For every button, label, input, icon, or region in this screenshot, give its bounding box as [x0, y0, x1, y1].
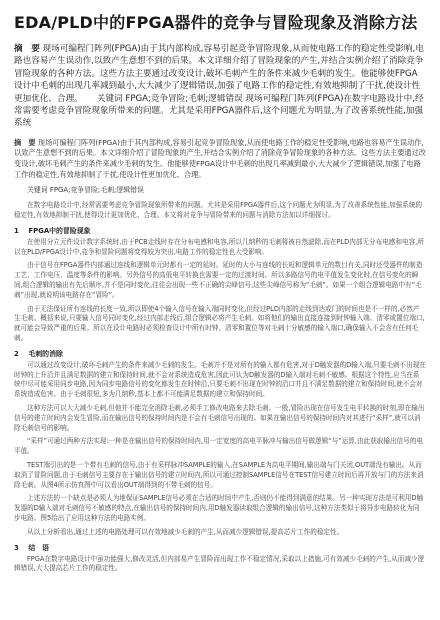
intro-paragraph: 在数字电路设计中,经常需要考虑竞争冒险现象所带来的问题。尤其是采用FPGA器件后,这个问题尤为明显,为了改善系统性能,加强系统的稳定性,有效地抑制干扰,使得设计更加优化、合理。本文将对竞争与冒险带来的问题与消除方法加以详细探讨。: [14, 201, 423, 220]
abstract-small: [14, 138, 426, 180]
page-title: EDA/PLD中的FPGA器件的竞争与冒险现象及消除方法: [14, 13, 418, 32]
keywords-line: [27, 185, 426, 195]
section-1-heading: [14, 225, 426, 235]
section-1-number: 1: [14, 226, 19, 235]
abstract-large-tail: 现场可编程门阵列(FPGA)在数字电路设计中,经常需要考虑竞争冒险现象所带来的问题。尤其是采用FPGA器件后,这个问题尤为明显,为了改善系统性能,加强系统: [14, 93, 424, 129]
abstract-large: [14, 43, 426, 130]
section-2-paragraph: 从以上分析看出,通过上述的电路处理可以有效地减少毛刺的产生,从而减少逻辑错误,提高芯片工作的稳定性。: [27, 527, 344, 536]
abstract-large-label: 摘 要: [14, 44, 40, 54]
keywords-label: 关键词: [27, 186, 48, 195]
section-2-paragraph: TEST端引出的是一个带有毛刺的信号,由于有采样脉冲SAMPLE的输入,在SAMPLE为高电平期间,输出端与门关闭,OUT端没有输出。从而取消了冒险问题,由于毛刺信号主要存在于输出信号的建立时间内,所以可通过控制SAMPLE信号在TEST信号建立时间后再开放与门的方法来消除毛刺。从图4所示仿真图中可以看出OUT端得到的不带毛刺的信号。: [14, 460, 424, 489]
section-2-number: 2: [14, 349, 19, 358]
section-2-paragraph: “采样”可通过两种方法实现:一种是在输出信号的保持时间内,用一定宽度的高电平脉冲与输出信号做逻辑“与”运算,由此获取输出信号的电平值。: [14, 437, 423, 456]
section-2-paragraph: 上述方法的一个缺点是必须人为地保证SAMPLE信号必须在合适的时间中产生,否则仍不能得到满意的结果。另一种实现方法是可利用D触发器的D输入端对毛刺信号不敏感的特点,在输出信号的保持时间内,用D触发器读取组合逻辑的输出信号,这种方法类似于将异步电路转化为同步电路。图5给出了应用这种方法的电路实例。: [14, 494, 424, 522]
abstract-small-text: 现场可编程门阵列(FPGA)由于其内部构成,容易引起竞争冒险现象,从而使电路工作的稳定性受影响,电路也容易产生误动作,以致产生意想不到的后果。本文详细介绍了冒险现象的产生,并结合实例介绍了消除竞争冒险现象的各种方法。这些方法主要通过改变设计,破坏毛刺产生的条件来减少毛刺的发生。他能够使FPGA设计中毛刺的出现几率减到最小,大大减少了逻辑错误,加强了电路工作的稳定性,有效地抑制了干扰,使设计性更加优化、合理。: [14, 137, 426, 179]
section-1-paragraph: 由于信号在FPGA器件内部通过连线和逻辑单元时都有一定的延时。延时的大小与连线的长短和逻辑单元的数目有关,同时还受器件的制造工艺、工作电压、温度等条件的影响。另外信号的高低电平转换也需要一定的过渡时间。所以多路信号的电平值发生变化时,在信号变化的瞬间,组合逻辑的输出有先后顺序,并不是同时变化,往往会出现一些不正确的尖峰信号,这些尖峰信号称为“毛刺”。如果一个组合逻辑电路中有“毛刺”出现,就说明该电路存在“冒险”。: [14, 261, 423, 299]
section-2-heading: [14, 348, 426, 358]
abstract-large-text: 现场可编程门阵列(FPGA)由于其内部构成,容易引起竞争冒险现象,从而使电路工作的稳定性受影响,电路也容易产生误动作,以致产生意想不到的后果。本文详细介绍了冒险现象的产生,并结合实例介绍了消除竞争冒险现象的各种方法。这些方法主要通过改变设计,破坏毛刺产生的条件来减少毛刺的发生。他能够使FPGA设计中毛刺的出现几率减到最小,大大减少了逻辑错误,加强了电路工作的稳定性,有效地抑制了干扰,使设计性更加优化、合理。: [14, 44, 424, 104]
section-1-paragraph: 由于无法保证所有连线的长度一致,所以即使4个输入信号在输入端同时变化,但经过PLD内部的走线到达或门的时间也是不一样的,必然产生毛刺。概括来说,只要输入信号同时变化,经过内部走线后,组合逻辑必将产生毛刺。如将他们的输出直接连接到时钟输入端、清零或置位端口,就可能会导致严重的后果。所以在设计电路时必须检查设计中所有时钟、清零和置位等对毛刺十分敏感的输入端口,确保输入不会含有任何毛刺。: [14, 304, 425, 342]
section-1-paragraph: 在使用分立元件设计数字系统时,由于PCB走线时存在分布电感和电容,所以几纳秒的毛刺将被自然滤除,而在PLD内部无分布电感和电容,所以在PLD/FPGA设计中,竞争和冒险问题将变得较为突出,电路工作的稳定性也大受影响。: [14, 237, 424, 256]
section-2-title: 毛刺的消除: [28, 349, 63, 358]
abstract-large-kw: FPGA;竞争冒险;毛刺;逻辑错误: [125, 93, 243, 104]
section-2-paragraph: 这种方法可以大大减少毛刺,但他并不能完全消除毛刺,必须手工修改电路来去除毛刺。一般,冒险出现在信号发生电平转换的时刻,即在输出信号的建立时间内会发生冒险,而在输出信号的保持时间内是不会有毛刺信号出现的。如果在输出信号的保持时间内对其进行“采样”,就可以消除毛刺信号的影响。: [14, 403, 425, 432]
keywords-text: FPGA;竞争冒险;毛刺;逻辑错误: [49, 186, 144, 195]
section-2-paragraph: 可以通过改变设计,破坏毛刺产生的条件来减少毛刺的发生。毛刺并不是对所有的输入都有危害,对于D触发器的D输入端,只要毛刺不出现在时钟的上升沿并且满足数据的建立和保持时间,就不会对系统造成危害,因此可认为D触发器的D输入端对毛刺不敏感。根据这个特性,应当在系统中尽可能采用同步电路,因为同步电路信号的变化都发生在时钟沿,只要毛刺不出现在时钟的沿口并且不满足数据的建立和保持时间,就不会对系统造成危害。由于毛刺很短,多为几纳秒,基本上都不可能满足数据的建立和保持时间。: [14, 360, 426, 399]
section-3-heading: [14, 542, 426, 552]
section-3-title: 结 语: [28, 543, 50, 552]
abstract-small-label: 摘 要: [14, 137, 36, 147]
section-3-paragraph: FPGA在数字电路设计中虽功能强大,修改灵活,但内部易产生冒险而出现工作不稳定情况,采取以上措施,可有效减少毛刺的产生,从而减少逻辑错误,大大提高芯片工作的稳定性。: [14, 554, 425, 573]
section-1-title: FPGA中的冒险现象: [28, 226, 91, 235]
section-3-number: 3: [14, 543, 19, 552]
abstract-large-kw-label: 关键词: [96, 93, 123, 104]
